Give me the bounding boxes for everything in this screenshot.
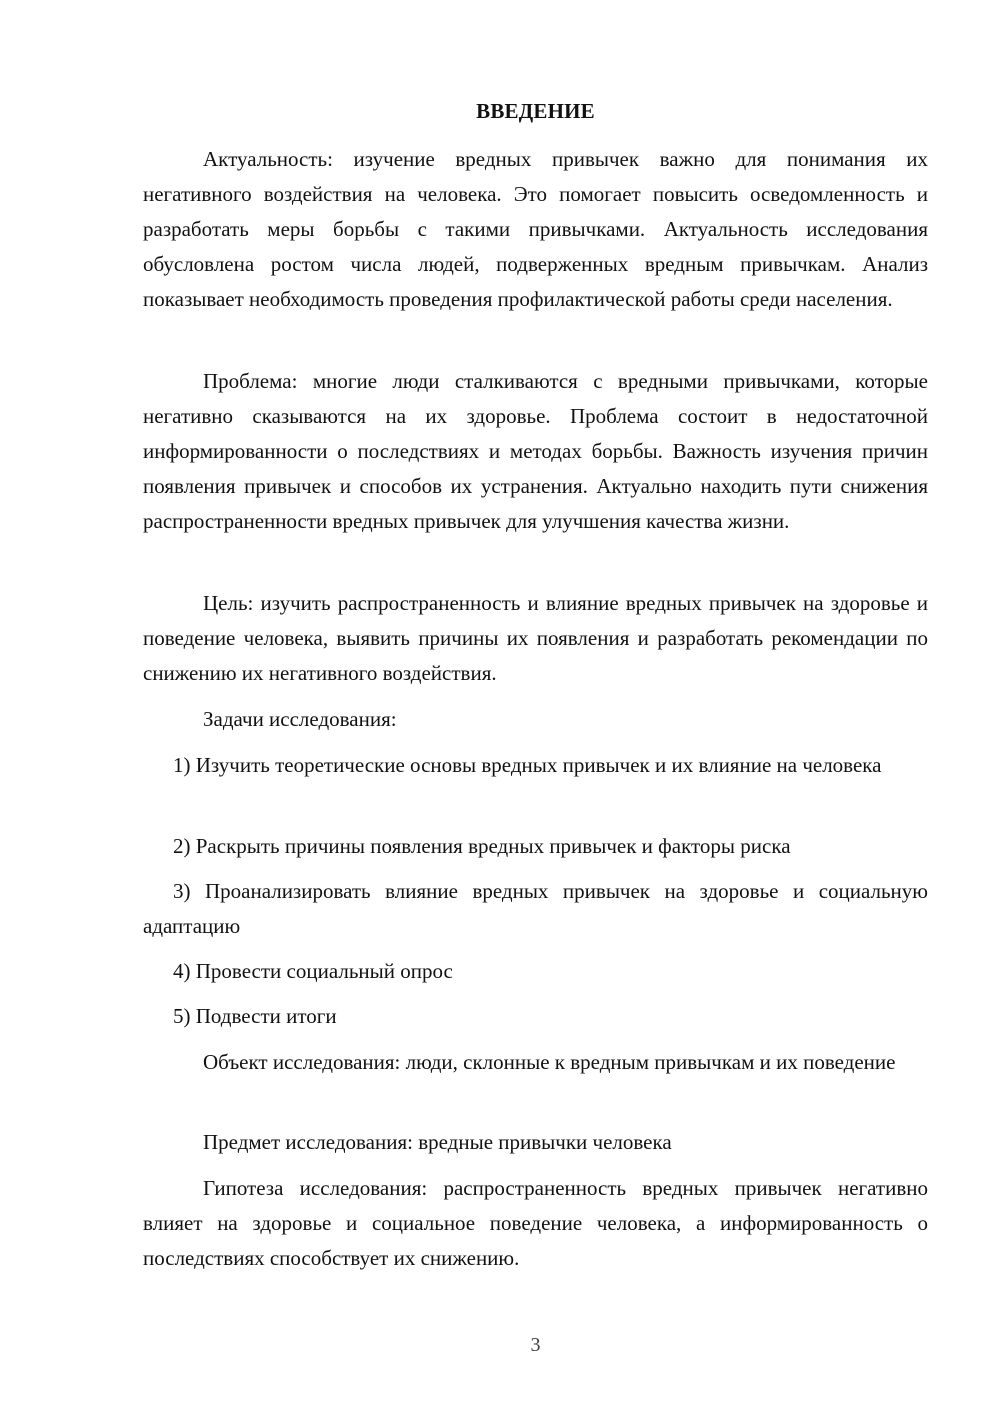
task-item-2: 2) Раскрыть причины появления вредных привычек и факторы риска [173, 834, 791, 858]
task-item-4: 4) Провести социальный опрос [173, 959, 453, 983]
relevance-paragraph: Актуальность: изучение вредных привычек важно для понимания их негативного воздействия на человека. Это помогает повысить осведомленность и разработать меры борьбы с такими привычками. Актуальность исследования обусловлена ростом числа людей, подверженных вредным привычкам. Анализ показывает необходимость проведения профилактической работы среди населения. [143, 147, 928, 311]
document-page [143, 0, 928, 1414]
section-title: ВВЕДЕНИЕ [476, 99, 595, 123]
hypothesis-paragraph: Гипотеза исследования: распространенность вредных привычек негативно влияет на здоровье и социальное поведение человека, а информированность о последствиях способствует их снижению. [143, 1176, 928, 1270]
task-item-1: 1) Изучить теоретические основы вредных привычек и их влияние на человека [173, 753, 882, 777]
task-item-5: 5) Подвести итоги [173, 1004, 337, 1028]
goal-paragraph: Цель: изучить распространенность и влияние вредных привычек на здоровье и поведение человека, выявить причины их появления и разработать рекомендации по снижению их негативного воздействия. [143, 591, 928, 685]
subject-paragraph: Предмет исследования: вредные привычки человека [203, 1130, 672, 1154]
task-item-3: 3) Проанализировать влияние вредных привычек на здоровье и социальную адаптацию [143, 879, 928, 938]
problem-paragraph: Проблема: многие люди сталкиваются с вредными привычками, которые негативно сказываются на их здоровье. Проблема состоит в недостаточной информированности о последствиях и методах борьбы. Важность изучения причин появления привычек и способов их устранения. Актуально находить пути снижения распространенности вредных привычек для улучшения качества жизни. [143, 369, 928, 533]
page-number: 3 [530, 1334, 541, 1356]
tasks-heading: Задачи исследования: [203, 707, 397, 731]
object-paragraph: Объект исследования: люди, склонные к вредным привычкам и их поведение [203, 1050, 896, 1074]
